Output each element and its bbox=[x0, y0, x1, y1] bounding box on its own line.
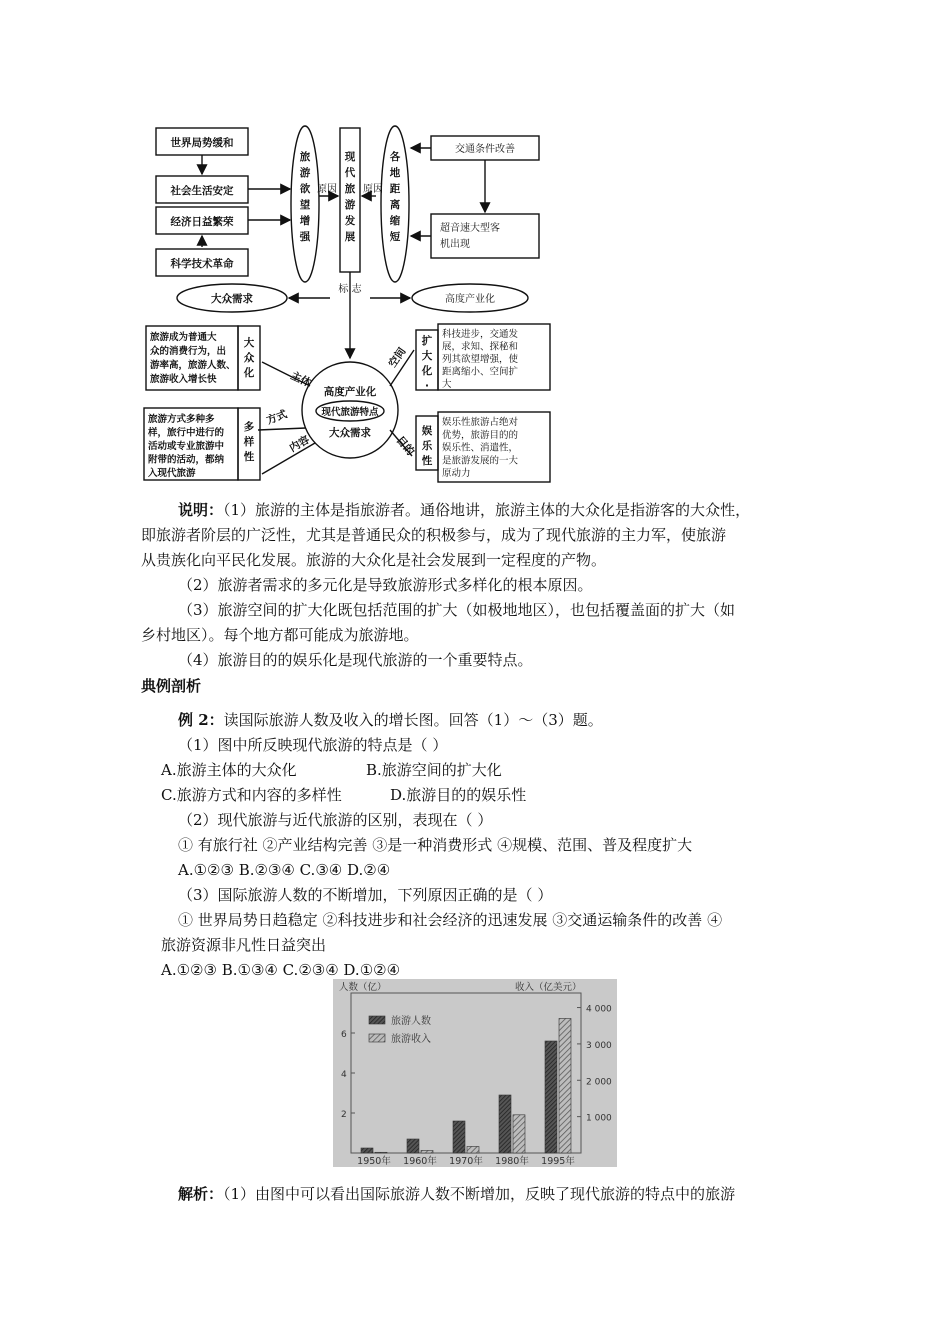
example-text: 读国际旅游人数及收入的增长图。回答（1）～（3）题。 bbox=[223, 711, 603, 729]
category-label: 1950年 bbox=[357, 1156, 391, 1167]
example-line bbox=[178, 710, 603, 730]
example-label: 例 2： bbox=[178, 711, 224, 729]
bl-line-4: 附带的活动，都纳 bbox=[148, 454, 225, 466]
reason-left: 原因 bbox=[317, 184, 337, 195]
left-tick-label: 4 bbox=[341, 1070, 347, 1080]
note-label: 说明： bbox=[178, 501, 224, 519]
circle-top-text: 高度产业化 bbox=[323, 386, 377, 398]
category-label: 1980年 bbox=[495, 1156, 529, 1167]
bar-income-1960年 bbox=[421, 1150, 433, 1153]
br-line-4: 是旅游发展的一大 bbox=[442, 455, 519, 467]
tr-line-4: 距离缩小、空间扩 bbox=[442, 366, 519, 378]
bl-line-5: 入现代旅游 bbox=[148, 468, 196, 479]
q2-answers: A.①②③ B.②③④ C.③④ D.②④ bbox=[178, 861, 391, 879]
text-modern-tourism: 现代旅游发展 bbox=[344, 151, 356, 243]
spoke-method: 方式 bbox=[264, 408, 289, 427]
category-label: 1960年 bbox=[403, 1156, 437, 1167]
spoke-content: 内容 bbox=[287, 433, 312, 455]
legend-label-income: 旅游收入 bbox=[391, 1034, 431, 1045]
bar-income-1980年 bbox=[513, 1115, 525, 1153]
tr-line-3: 列其欲望增强，使 bbox=[442, 354, 519, 365]
text-mass-demand: 大众需求 bbox=[211, 293, 253, 305]
q3-answers: A.①②③ B.①③④ C.②③④ D.①②④ bbox=[161, 961, 401, 979]
chart-background bbox=[333, 979, 617, 1167]
note-item-4: （4）旅游目的的娱乐化是现代旅游的一个重要特点。 bbox=[178, 651, 533, 669]
bar-income-1970年 bbox=[467, 1146, 479, 1153]
modern-tourism-diagram bbox=[140, 118, 580, 490]
note-line-1 bbox=[178, 500, 750, 520]
section-heading: 典例剖析 bbox=[141, 677, 202, 695]
analysis-line bbox=[178, 1184, 735, 1204]
tl-line-4: 旅游收入增长快 bbox=[150, 374, 217, 385]
circle-mid-text: 现代旅游特点 bbox=[321, 407, 379, 418]
text-travel-desire: 旅游欲望增强 bbox=[299, 151, 311, 243]
spoke-subject: 主体 bbox=[288, 369, 313, 390]
left-axis-title: 人数（亿） bbox=[339, 982, 387, 993]
bar-people-1970年 bbox=[453, 1121, 465, 1153]
analysis-text: （1）由图中可以看出国际旅游人数不断增加，反映了现代旅游的特点中的旅游 bbox=[223, 1185, 736, 1203]
legend-swatch-people bbox=[369, 1016, 385, 1024]
bl-text-block bbox=[147, 413, 225, 479]
text-tech-revolution: 科学技术革命 bbox=[170, 258, 234, 270]
right-axis-title: 收入（亿美元） bbox=[515, 982, 582, 993]
text-supersonic-2: 机出现 bbox=[440, 239, 470, 250]
br-line-1: 娱乐性旅游占绝对 bbox=[442, 417, 519, 428]
spoke-purpose: 目的 bbox=[393, 434, 417, 459]
question-2: （2）现代旅游与近代旅游的区别，表现在（ ） bbox=[178, 811, 493, 829]
category-label: 1995年 bbox=[541, 1156, 575, 1167]
text-social-stability: 社会生活安定 bbox=[170, 185, 234, 197]
bar-income-1950年 bbox=[375, 1152, 387, 1153]
bar-people-1980年 bbox=[499, 1095, 511, 1153]
spoke-space: 空间 bbox=[386, 345, 409, 370]
question-3: （3）国际旅游人数的不断增加，下列原因正确的是（ ） bbox=[178, 886, 553, 904]
left-tick-label: 2 bbox=[341, 1110, 347, 1120]
legend-label-people: 旅游人数 bbox=[391, 1016, 431, 1027]
bar-people-1995年 bbox=[545, 1041, 557, 1153]
analysis-label: 解析： bbox=[178, 1185, 224, 1203]
text-economy: 经济日益繁荣 bbox=[170, 216, 234, 228]
text-world-situation: 世界局势缓和 bbox=[170, 137, 234, 149]
right-tick-label: 3 000 bbox=[586, 1040, 612, 1051]
tr-line-5: 大 bbox=[442, 379, 452, 390]
right-tick-label: 4 000 bbox=[586, 1004, 612, 1015]
bar-people-1950年 bbox=[361, 1148, 373, 1153]
br-line-2: 优势，旅游目的的 bbox=[442, 429, 519, 441]
tr-line-2: 展，求知、探秘和 bbox=[442, 341, 519, 353]
tl-line-2: 众的消费行为，出 bbox=[150, 346, 227, 357]
box-supersonic bbox=[431, 214, 539, 258]
text-sign: 标 志 bbox=[338, 284, 362, 295]
left-tick-label: 6 bbox=[341, 1030, 347, 1040]
tl-text-block bbox=[150, 331, 236, 385]
br-line-5: 原动力 bbox=[442, 468, 471, 480]
br-text-block bbox=[442, 416, 519, 479]
tr-text-block bbox=[442, 328, 519, 390]
note-line-2: 即旅游者阶层的广泛性，尤其是普通民众的积极参与，成为了现代旅游的主力军，使旅游 bbox=[141, 526, 727, 544]
category-label: 1970年 bbox=[449, 1156, 483, 1167]
q1-option-a: A.旅游主体的大众化 bbox=[161, 761, 297, 779]
tl-line-1: 旅游成为普通大 bbox=[150, 332, 217, 343]
bar-income-1995年 bbox=[559, 1018, 571, 1153]
text-distance-shorten: 各地距离缩短 bbox=[389, 151, 401, 243]
right-tick-label: 1 000 bbox=[586, 1113, 612, 1124]
note-item-3b: 乡村地区）。每个地方都可能成为旅游地。 bbox=[141, 626, 419, 644]
right-tick-label: 2 000 bbox=[586, 1077, 612, 1088]
note-text-1: （1）旅游的主体是指旅游者。通俗地讲，旅游主体的大众化是指游客的大众性， bbox=[223, 501, 751, 519]
tl-line-3: 游率高，旅游人数、 bbox=[150, 360, 236, 371]
label-entertainment: 娱乐性 bbox=[421, 425, 433, 467]
text-supersonic-1: 超音速大型客 bbox=[440, 223, 500, 234]
bl-line-1: 旅游方式多种多 bbox=[148, 414, 215, 425]
bl-line-3: 活动或专业旅游中 bbox=[148, 441, 225, 452]
tourism-growth-chart bbox=[333, 979, 617, 1167]
reason-right: 原因 bbox=[363, 184, 383, 195]
q1-option-b: B.旅游空间的扩大化 bbox=[366, 761, 502, 779]
circle-bottom-text: 大众需求 bbox=[329, 427, 371, 439]
note-item-2: （2）旅游者需求的多元化是导致旅游形式多样化的根本原因。 bbox=[178, 576, 593, 594]
label-expansion: 扩大化· bbox=[421, 335, 433, 392]
note-line-3: 从贵族化向平民化发展。旅游的大众化是社会发展到一定程度的产物。 bbox=[141, 551, 607, 569]
bar-people-1960年 bbox=[407, 1139, 419, 1153]
label-massification: 大众化 bbox=[243, 337, 255, 379]
tr-line-1: 科技进步，交通发 bbox=[442, 329, 519, 340]
q1-option-d: D.旅游目的的娱乐性 bbox=[390, 786, 527, 804]
q2-options: ① 有旅行社 ②产业结构完善 ③是一种消费形式 ④规模、范围、普及程度扩大 bbox=[178, 836, 693, 854]
text-high-industrial: 高度产业化 bbox=[445, 294, 495, 305]
legend-swatch-income bbox=[369, 1034, 385, 1042]
q3-options-a: ① 世界局势日趋稳定 ②科技进步和社会经济的迅速发展 ③交通运输条件的改善 ④ bbox=[178, 911, 723, 929]
br-line-3: 娱乐性、消遣性， bbox=[442, 442, 519, 454]
label-diversity: 多样性 bbox=[243, 421, 255, 463]
q3-options-b: 旅游资源非凡性日益突出 bbox=[161, 936, 327, 954]
q1-option-c: C.旅游方式和内容的多样性 bbox=[161, 786, 342, 804]
bl-line-2: 样，旅行中进行的 bbox=[148, 427, 225, 439]
question-1: （1）图中所反映现代旅游的特点是（ ） bbox=[178, 736, 448, 754]
text-traffic-improve: 交通条件改善 bbox=[455, 144, 515, 155]
note-item-3a: （3）旅游空间的扩大化既包括范围的扩大（如极地地区），也包括覆盖面的扩大（如 bbox=[178, 601, 736, 619]
